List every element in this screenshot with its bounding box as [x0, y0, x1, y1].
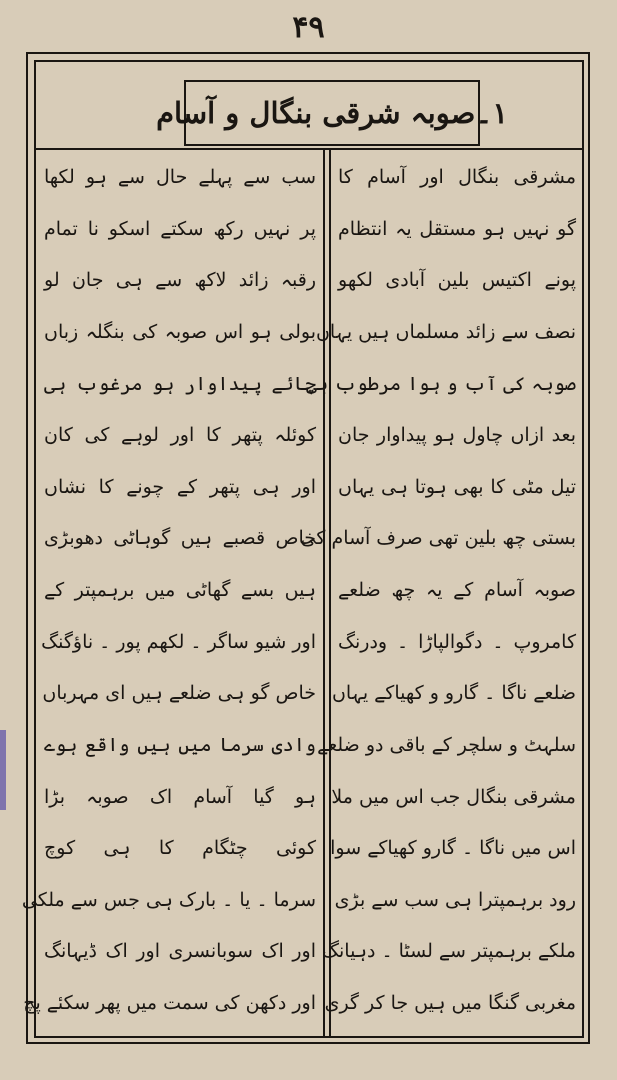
- verse-line: نصف سے زائد مسلماں ہیں یہاں: [315, 320, 576, 343]
- verse-line: بولی ہو اس صوبہ کی بنگلہ زباں: [44, 320, 316, 343]
- column-divider: [323, 150, 331, 1038]
- verse-line: گو نہیں ہو مستقل یہ انتظام: [338, 217, 576, 240]
- verse-line: خاص گو ہی ضلعے ہیں ای مہرباں: [42, 682, 316, 705]
- left-column: [21, 160, 316, 1020]
- verse-line: ہو گیا آسام اک صوبہ بڑا: [44, 785, 316, 808]
- title-band: [34, 60, 584, 150]
- verse-line: رقبہ زائد لاکھ سے ہی جان لو: [44, 269, 316, 292]
- verse-line: پر نہیں رکھ سکتے اسکو نا تمام: [44, 217, 316, 240]
- verse-line: ملکے برہمپتر سے لسٹا ۔ دہیانگ: [322, 940, 576, 963]
- verse-line: رود برہمپترا ہی سب سے بڑی: [334, 888, 576, 911]
- verse-line: تیل مٹی کا بھی ہوتا ہی یہاں: [338, 475, 576, 498]
- verse-line: سلہٹ و سلچر کے باقی دو ضلعے: [317, 733, 576, 756]
- verse-line: صوبہ کی آب و ہوا مرطوب ہی: [305, 372, 576, 395]
- verse-line: پونے اکتیس بلین آبادی لکھو: [338, 269, 576, 292]
- verse-line: اور ہی پتھر کے چونے کا نشاں: [44, 475, 316, 498]
- verse-line: اور دکھن کی سمت میں پھر سکئے پچ: [23, 992, 316, 1014]
- verse-line: مغربی گنگا میں ہیں جا کر گری: [324, 992, 576, 1014]
- verse-line: کامروپ ۔ دگوالپاڑا ۔ ودرنگ: [338, 630, 576, 653]
- right-column: [300, 160, 576, 1020]
- verse-line: اس میں ناگا ۔ گارو کھیاکے سوا: [330, 837, 576, 860]
- verse-line: کوئی چٹگام کا ہی کوچ: [44, 837, 316, 860]
- verse-line: وادی سرما میں ہیں واقع ہوے: [44, 733, 316, 756]
- verse-line: صوبہ آسام کے یہ چھ ضلعے: [338, 579, 576, 601]
- verse-line: ہیں بسے گھاٹی میں برہمپتر کے: [44, 579, 316, 601]
- verse-line: سرما ۔ یا ۔ بارک ہی جس سے ملکی: [21, 888, 316, 911]
- verse-line: مشرقی بنگال جب اس میں ملا: [331, 785, 576, 808]
- verse-line: ضلعے ناگا ۔ گارو و کھیاکے یہاں: [331, 682, 576, 705]
- verse-line: مشرقی بنگال اور آسام کا: [338, 166, 576, 188]
- verse-line: اور شیو ساگر ۔ لکھم پور ۔ ناؤگنگ: [41, 630, 316, 653]
- verse-line: اور اک سوبانسری اور اک ڈیہانگ: [44, 940, 316, 963]
- verse-line: بستی چھ بلین تھی صرف آسام کی: [300, 527, 576, 550]
- verse-line: بعد ازاں چاول ہو پیداوار جان: [338, 424, 576, 447]
- verse-line: کوئلہ پتھر کا اور لوہے کی کان: [44, 424, 316, 447]
- library-stamp-mark: [0, 730, 6, 810]
- verse-line: چائے پیداوار ہو مرغوب ہی: [44, 372, 316, 395]
- verse-line: خاص قصبے ہیں گوہاٹی دھوبڑی: [44, 527, 316, 550]
- page-title: ۱۔صوبہ شرقی بنگال و آسام: [184, 80, 480, 146]
- page-number: ۴۹: [292, 10, 325, 45]
- verse-line: سب سے پہلے حال سے ہو لکھا: [44, 166, 316, 188]
